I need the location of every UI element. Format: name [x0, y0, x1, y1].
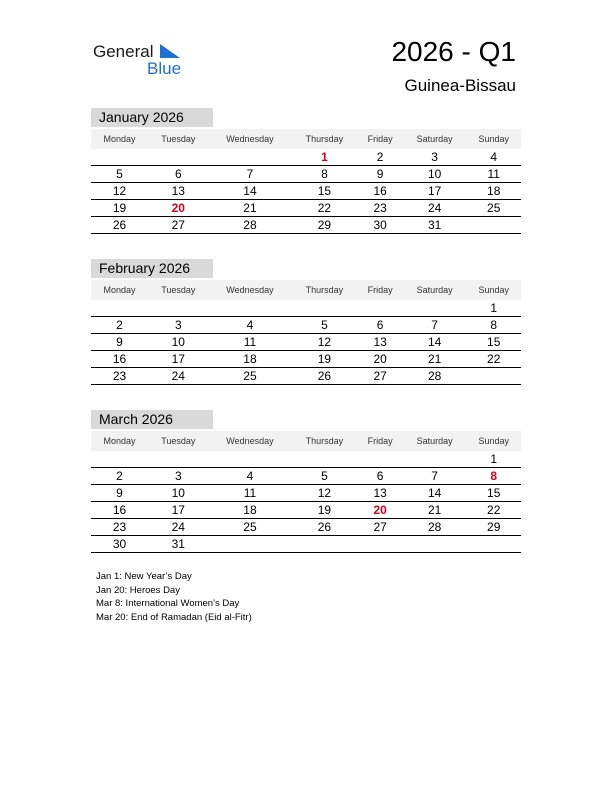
day-cell: 15	[466, 334, 521, 351]
calendar-table	[91, 129, 521, 234]
day-cell	[466, 368, 521, 385]
weekday-header: Friday	[358, 280, 403, 300]
day-cell	[209, 451, 292, 468]
day-cell: 10	[148, 485, 209, 502]
day-cell: 24	[148, 368, 209, 385]
day-cell: 13	[358, 334, 403, 351]
day-cell: 24	[403, 200, 467, 217]
weekday-header: Saturday	[403, 129, 467, 149]
day-cell: 7	[403, 317, 467, 334]
day-cell	[209, 536, 292, 553]
day-cell	[91, 149, 148, 166]
week-row	[91, 502, 521, 519]
month-header: March 2026	[91, 410, 213, 429]
day-cell: 3	[403, 149, 467, 166]
day-cell: 8	[466, 317, 521, 334]
day-cell: 17	[148, 502, 209, 519]
day-cell: 1	[291, 149, 357, 166]
day-cell: 14	[403, 334, 467, 351]
day-cell: 19	[291, 502, 357, 519]
day-cell: 23	[91, 519, 148, 536]
weekday-header: Tuesday	[148, 280, 209, 300]
weekday-header: Wednesday	[209, 280, 292, 300]
day-cell: 17	[403, 183, 467, 200]
day-cell: 25	[466, 200, 521, 217]
logo-word-blue: Blue	[147, 59, 182, 78]
day-cell: 2	[91, 468, 148, 485]
day-cell: 13	[148, 183, 209, 200]
day-cell: 1	[466, 451, 521, 468]
day-cell: 26	[91, 217, 148, 234]
country-name: Guinea-Bissau	[404, 76, 516, 95]
day-cell: 6	[358, 317, 403, 334]
day-cell: 27	[358, 519, 403, 536]
day-cell	[291, 300, 357, 317]
weekday-header: Saturday	[403, 280, 467, 300]
day-cell: 12	[91, 183, 148, 200]
week-row	[91, 300, 521, 317]
weekday-header: Wednesday	[209, 129, 292, 149]
day-cell: 16	[358, 183, 403, 200]
day-cell: 14	[403, 485, 467, 502]
day-cell	[148, 300, 209, 317]
weekday-header: Thursday	[291, 129, 357, 149]
day-cell	[403, 536, 467, 553]
day-cell: 10	[148, 334, 209, 351]
day-cell: 16	[91, 351, 148, 368]
month-block	[91, 259, 521, 385]
day-cell	[148, 149, 209, 166]
day-cell: 11	[209, 485, 292, 502]
day-cell: 30	[358, 217, 403, 234]
day-cell	[91, 451, 148, 468]
holiday-note: Jan 1: New Year’s Day	[96, 571, 192, 582]
weekday-header: Thursday	[291, 280, 357, 300]
day-cell	[358, 536, 403, 553]
week-row	[91, 468, 521, 485]
day-cell: 8	[291, 166, 357, 183]
day-cell: 14	[209, 183, 292, 200]
day-cell	[403, 451, 467, 468]
day-cell: 19	[91, 200, 148, 217]
day-cell: 15	[291, 183, 357, 200]
weekday-header: Monday	[91, 129, 148, 149]
day-cell: 7	[209, 166, 292, 183]
day-cell: 27	[358, 368, 403, 385]
day-cell: 4	[466, 149, 521, 166]
day-cell: 20	[148, 200, 209, 217]
calendar-table	[91, 280, 521, 385]
holiday-note: Jan 20: Heroes Day	[96, 584, 180, 596]
month-header: February 2026	[91, 259, 213, 278]
day-cell: 31	[403, 217, 467, 234]
month-block	[91, 410, 521, 553]
week-row	[91, 166, 521, 183]
week-row	[91, 200, 521, 217]
day-cell	[466, 217, 521, 234]
day-cell	[209, 149, 292, 166]
page-title: 2026 - Q1	[391, 36, 516, 67]
day-cell: 25	[209, 519, 292, 536]
day-cell: 22	[466, 351, 521, 368]
day-cell: 31	[148, 536, 209, 553]
week-row	[91, 149, 521, 166]
day-cell: 18	[209, 502, 292, 519]
day-cell	[148, 451, 209, 468]
day-cell: 21	[209, 200, 292, 217]
day-cell: 4	[209, 468, 292, 485]
day-cell: 11	[466, 166, 521, 183]
day-cell: 22	[466, 502, 521, 519]
day-cell: 7	[403, 468, 467, 485]
weekday-header: Wednesday	[209, 431, 292, 451]
day-cell: 18	[209, 351, 292, 368]
day-cell: 23	[358, 200, 403, 217]
week-row	[91, 351, 521, 368]
weekday-header: Tuesday	[148, 431, 209, 451]
day-cell: 28	[209, 217, 292, 234]
day-cell: 5	[291, 317, 357, 334]
day-cell: 21	[403, 351, 467, 368]
weekday-header: Monday	[91, 280, 148, 300]
day-cell: 19	[291, 351, 357, 368]
day-cell: 27	[148, 217, 209, 234]
day-cell: 12	[291, 485, 357, 502]
day-cell	[358, 300, 403, 317]
triangle-flag-icon	[160, 44, 180, 58]
day-cell: 10	[403, 166, 467, 183]
week-row	[91, 217, 521, 234]
day-cell: 9	[358, 166, 403, 183]
day-cell: 3	[148, 317, 209, 334]
day-cell: 6	[358, 468, 403, 485]
day-cell: 20	[358, 351, 403, 368]
day-cell: 3	[148, 468, 209, 485]
holiday-notes	[96, 570, 252, 624]
day-cell	[291, 451, 357, 468]
day-cell: 9	[91, 485, 148, 502]
day-cell	[209, 300, 292, 317]
week-row	[91, 451, 521, 468]
day-cell: 29	[291, 217, 357, 234]
holiday-note: Mar 20: End of Ramadan (Eid al-Fitr)	[96, 611, 252, 623]
weekday-header: Tuesday	[148, 129, 209, 149]
day-cell: 21	[403, 502, 467, 519]
weekday-header: Sunday	[466, 431, 521, 451]
day-cell: 24	[148, 519, 209, 536]
day-cell: 22	[291, 200, 357, 217]
day-cell: 17	[148, 351, 209, 368]
holiday-note: Mar 8: International Women’s Day	[96, 598, 240, 609]
day-cell	[358, 451, 403, 468]
day-cell: 2	[91, 317, 148, 334]
week-row	[91, 183, 521, 200]
day-cell: 28	[403, 368, 467, 385]
day-cell	[91, 300, 148, 317]
day-cell: 23	[91, 368, 148, 385]
day-cell: 26	[291, 368, 357, 385]
week-row	[91, 485, 521, 502]
month-block	[91, 108, 521, 234]
generalblue-logo	[93, 40, 193, 80]
week-row	[91, 334, 521, 351]
day-cell: 5	[91, 166, 148, 183]
weekday-header: Sunday	[466, 280, 521, 300]
day-cell: 6	[148, 166, 209, 183]
week-row	[91, 368, 521, 385]
day-cell: 12	[291, 334, 357, 351]
day-cell: 16	[91, 502, 148, 519]
week-row	[91, 519, 521, 536]
month-header: January 2026	[91, 108, 213, 127]
day-cell	[403, 300, 467, 317]
day-cell: 30	[91, 536, 148, 553]
day-cell: 9	[91, 334, 148, 351]
day-cell: 5	[291, 468, 357, 485]
day-cell: 11	[209, 334, 292, 351]
weekday-header: Saturday	[403, 431, 467, 451]
day-cell	[466, 536, 521, 553]
calendar-table	[91, 431, 521, 553]
day-cell: 13	[358, 485, 403, 502]
logo-word-general: General	[93, 42, 154, 61]
weekday-header: Thursday	[291, 431, 357, 451]
weekday-header: Friday	[358, 129, 403, 149]
week-row	[91, 317, 521, 334]
weekday-header: Sunday	[466, 129, 521, 149]
day-cell	[291, 536, 357, 553]
day-cell: 20	[358, 502, 403, 519]
day-cell: 29	[466, 519, 521, 536]
weekday-header: Monday	[91, 431, 148, 451]
day-cell: 4	[209, 317, 292, 334]
day-cell: 26	[291, 519, 357, 536]
day-cell: 18	[466, 183, 521, 200]
weekday-header: Friday	[358, 431, 403, 451]
day-cell: 15	[466, 485, 521, 502]
day-cell: 8	[466, 468, 521, 485]
day-cell: 1	[466, 300, 521, 317]
day-cell: 2	[358, 149, 403, 166]
week-row	[91, 536, 521, 553]
day-cell: 28	[403, 519, 467, 536]
day-cell: 25	[209, 368, 292, 385]
